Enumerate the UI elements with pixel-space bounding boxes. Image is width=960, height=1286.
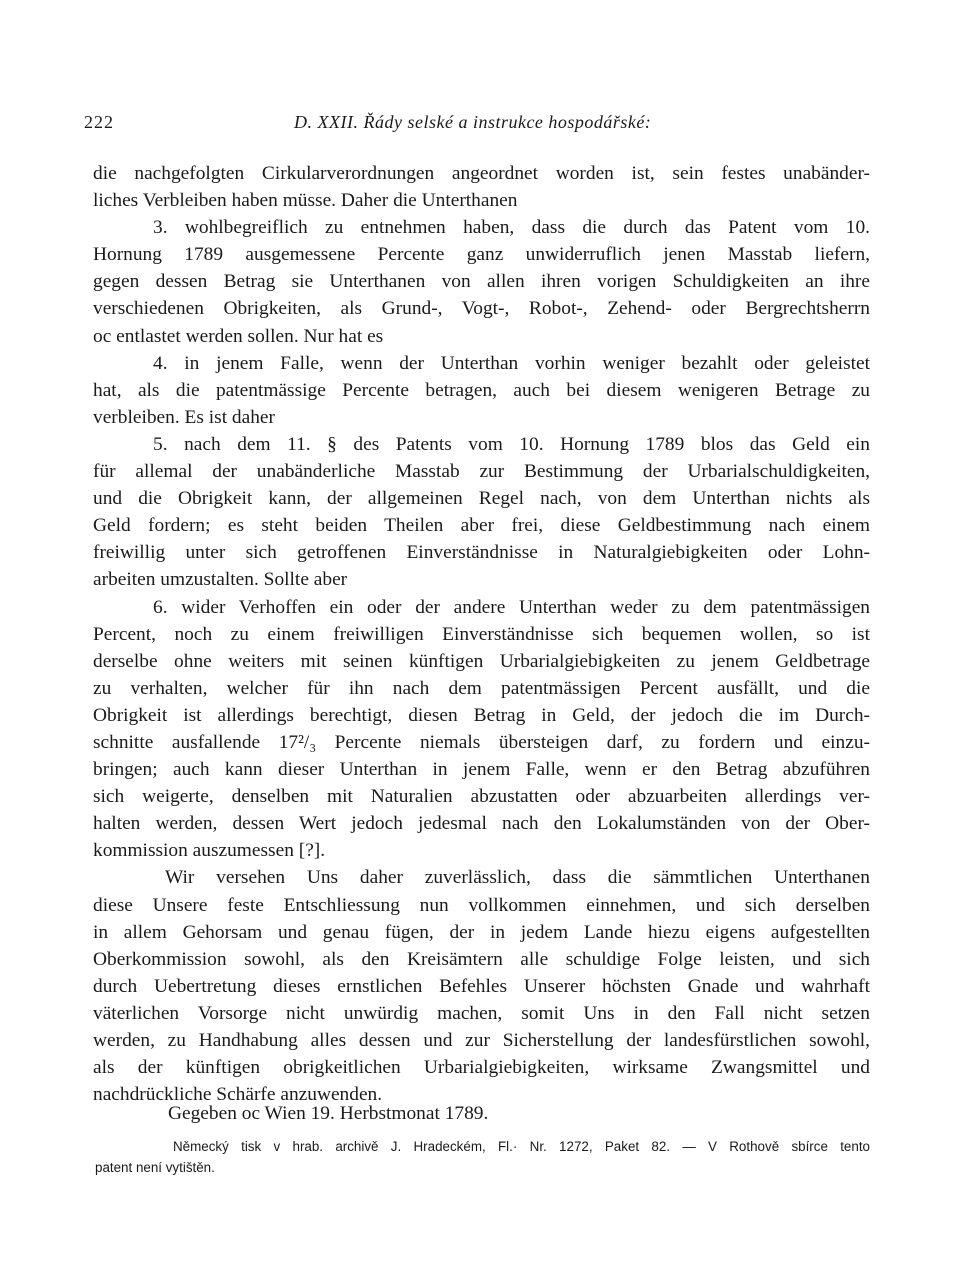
text-line: arbeiten umzustalten. Sollte aber (93, 569, 348, 591)
text-line: durch Uebertretung dieses ernstlichen Befehles Unserer höchsten Gnade und wahrhaft (93, 975, 870, 997)
text-line: die nachgefolgten Cirkularverordnungen angeordnet worden ist, sein festes unabänder- (93, 163, 870, 184)
text-line: freiwillig unter sich getroffenen Einverständnisse in Naturalgiebigkeiten oder Lohn- (93, 542, 870, 564)
text-line: diese Unsere feste Entschliessung nun vollkommen einnehmen, und sich derselben (93, 894, 870, 916)
text-line: 6. wider Verhoffen ein oder der andere Unterthan weder zu dem patentmässigen (153, 596, 870, 618)
page-header (84, 112, 876, 136)
text-line: verschiedenen Obrigkeiten, als Grund-, Vogt-, Robot-, Zehend- oder Bergrechtsherrn (93, 298, 870, 320)
text-line: Oberkommission sowohl, als den Kreisämtern alle schuldige Folge leisten, und sich (93, 948, 870, 970)
running-title: D. XXII. Řády selské a instrukce hospodářské: (294, 112, 652, 132)
text-line: schnitte ausfallende 17²/₃ Percente niemals übersteigen darf, zu fordern und einzu- (93, 731, 870, 753)
text-line: derselbe ohne weiters mit seinen künftigen Urbarialgiebigkeiten zu jenem Geldbetrage (93, 650, 870, 672)
text-line: gegen dessen Betrag sie Unterthanen von allen ihren vorigen Schuldigkeiten an ihre (93, 271, 870, 293)
text-line: Hornung 1789 ausgemessene Percente ganz unwiderruflich jenen Masstab liefern, (93, 244, 870, 266)
page-number: 222 (84, 112, 114, 132)
text-line: oc entlastet werden sollen. Nur hat es (93, 325, 384, 347)
text-line: Obrigkeit ist allerdings berechtigt, diesen Betrag in Geld, der jedoch die im Durch- (93, 704, 870, 726)
text-line: für allemal der unabänderliche Masstab zur Bestimmung der Urbarialschuldigkeiten, (93, 461, 870, 483)
text-line: 4. in jenem Falle, wenn der Unterthan vorhin weniger bezahlt oder geleistet (153, 352, 870, 374)
footnote (95, 1136, 870, 1178)
text-line: halten werden, dessen Wert jedoch jedesmal nach den Lokalumständen von der Ober- (93, 813, 870, 835)
text-line: als der künftigen obrigkeitlichen Urbarialgiebigkeiten, wirksame Zwangsmittel und (93, 1057, 870, 1079)
text-line: liches Verbleiben haben müsse. Daher die Unterthanen (93, 190, 518, 212)
text-line: Geld fordern; es steht beiden Theilen aber frei, diese Geldbestimmung nach einem (93, 515, 870, 537)
text-line: bringen; auch kann dieser Unterthan in jenem Falle, wenn er den Betrag abzuführen (93, 759, 870, 781)
text-line: 3. wohlbegreiflich zu entnehmen haben, dass die durch das Patent vom 10. (153, 217, 870, 239)
text-line: kommission auszumessen [?]. (93, 840, 326, 862)
footnote-line: patent není vytištěn. (95, 1160, 215, 1175)
text-line: Percent, noch zu einem freiwilligen Einverständnisse sich bequemen wollen, so ist (93, 623, 870, 645)
footnote-line: Německý tisk v hrab. archivě J. Hradeckém, Fl.· Nr. 1272, Paket 82. — V Rothově sbírce tento (173, 1139, 870, 1154)
text-line: verbleiben. Es ist daher (93, 406, 275, 428)
text-line: zu verhalten, welcher für ihn nach dem patentmässigen Percent ausfällt, und die (93, 677, 870, 699)
text-line: sich weigerte, denselben mit Naturalien abzustatten oder abzuarbeiten allerdings ver- (93, 786, 870, 808)
text-line: und die Obrigkeit kann, der allgemeinen Regel nach, von dem Unterthan nichts als (93, 488, 870, 510)
text-line: werden, zu Handhabung alles dessen und zur Sicherstellung der landesfürstlichen sowohl, (93, 1030, 870, 1051)
body-text (93, 160, 870, 1108)
dateline: Gegeben oc Wien 19. Herbstmonat 1789. (168, 1103, 489, 1124)
text-line: nachdrückliche Schärfe anzuwenden. (93, 1084, 383, 1106)
text-line: Wir versehen Uns daher zuverlässlich, dass die sämmtlichen Unterthanen (165, 867, 870, 889)
text-line: hat, als die patentmässige Percente betragen, auch bei diesem wenigeren Betrage zu (93, 379, 870, 401)
text-line: in allem Gehorsam und genau fügen, der in jedem Lande hiezu eigens aufgestellten (93, 921, 870, 943)
text-line: väterlichen Vorsorge nicht unwürdig machen, somit Uns in den Fall nicht setzen (93, 1002, 870, 1024)
text-line: 5. nach dem 11. § des Patents vom 10. Hornung 1789 blos das Geld ein (153, 433, 870, 455)
